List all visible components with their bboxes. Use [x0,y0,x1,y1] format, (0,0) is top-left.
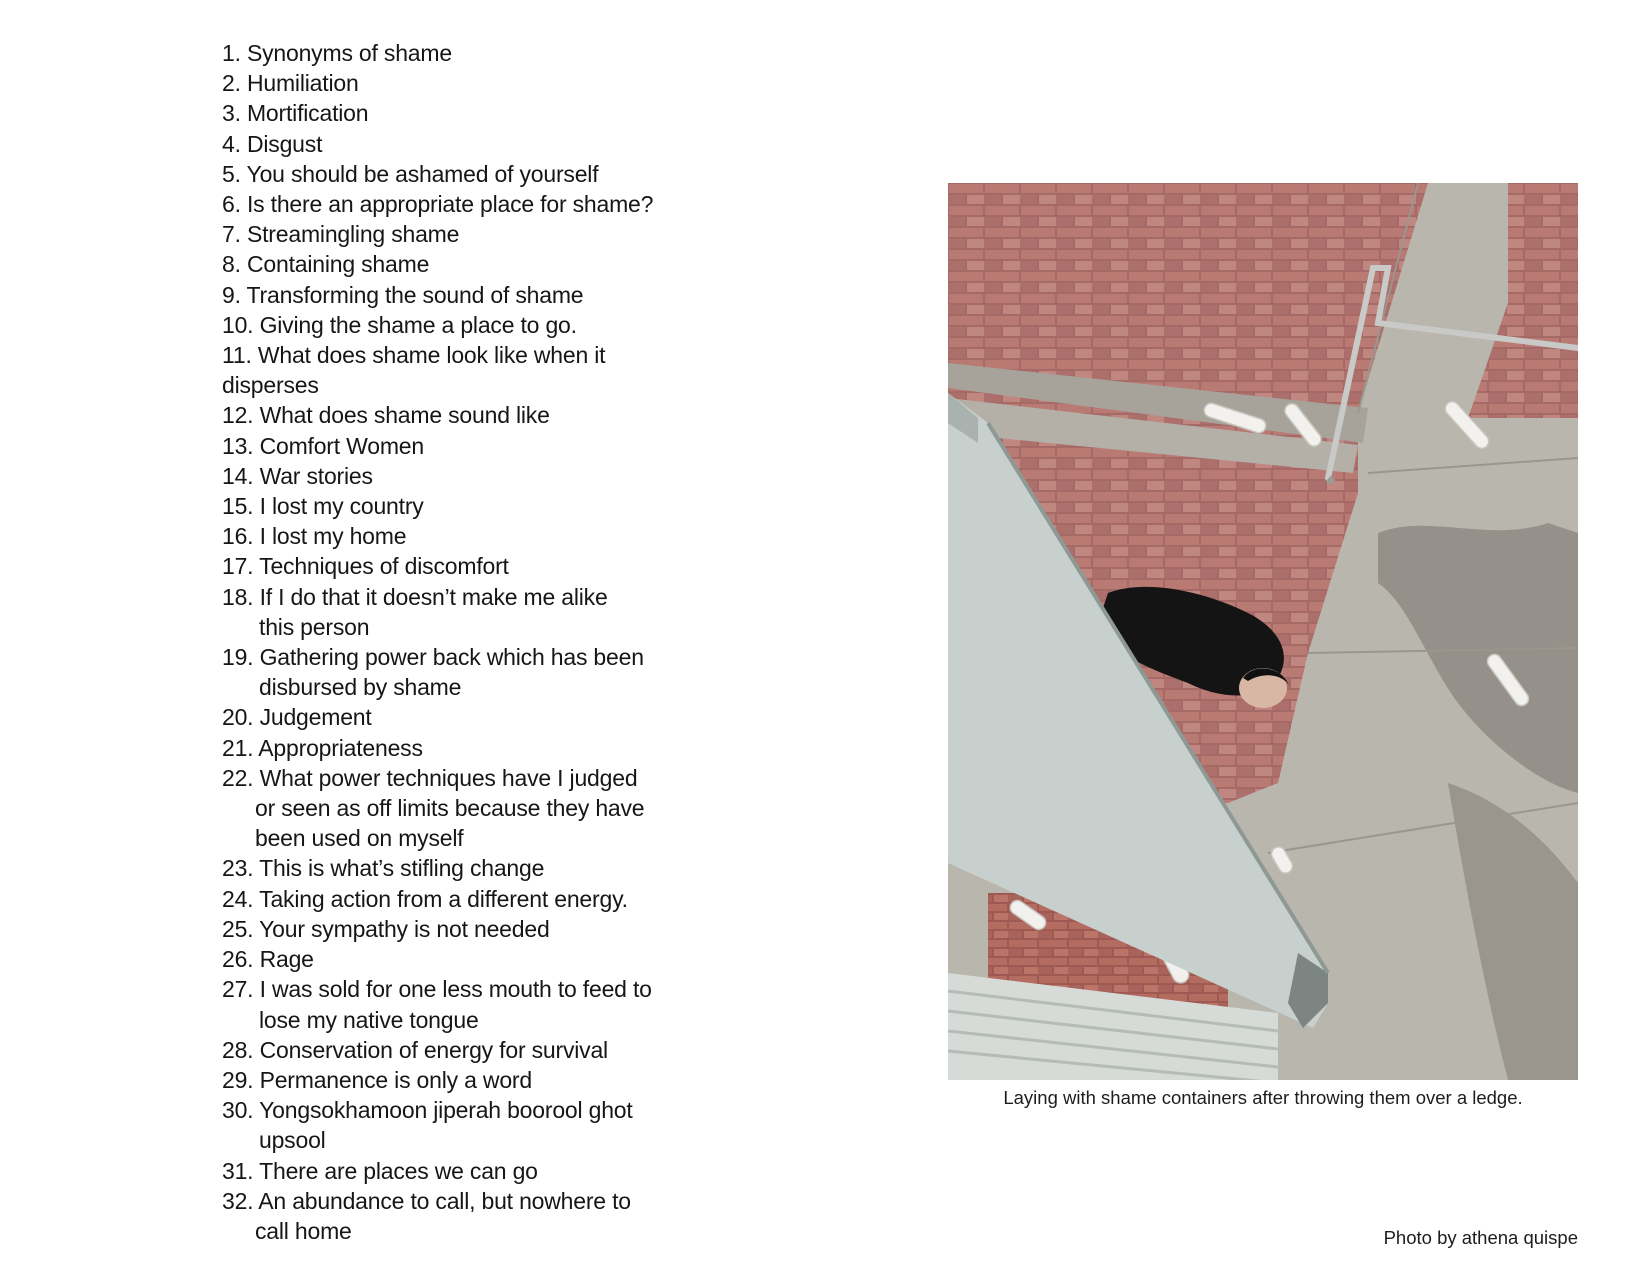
list-item-text: 7. Streamingling shame [222,221,460,248]
list-item-text: 27. I was sold for one less mouth to feed to [222,976,652,1003]
list-item [222,461,692,491]
list-item [222,582,692,642]
list-item-text: 13. Comfort Women [222,432,424,459]
list-item [222,914,692,944]
list-item-continuation: been used on myself [255,825,464,852]
list-item-text: 32. An abundance to call, but nowhere to [222,1187,631,1214]
list-item-text: 29. Permanence is only a word [222,1066,532,1093]
photograph [948,183,1578,1080]
list-item [222,944,692,974]
list-item [222,491,692,521]
list-item-continuation: this person [259,613,370,640]
list-item [222,189,692,219]
list-item-text: 18. If I do that it doesn’t make me alike [222,583,608,610]
list-item-continuation: lose my native tongue [259,1006,479,1033]
list-item [222,159,692,189]
list-item [222,551,692,581]
list-item-text: 23. This is what’s stifling change [222,855,545,882]
list-item [222,1186,692,1246]
list-item [222,974,692,1034]
numbered-list [222,38,692,1246]
list-item-text: 1. Synonyms of shame [222,40,452,66]
list-item-text: 28. Conservation of energy for survival [222,1036,608,1063]
list-item-text: 8. Containing shame [222,251,430,278]
list-item-text: 10. Giving the shame a place to go. [222,311,577,338]
list-item [222,763,692,854]
list-item-text: 30. Yongsokhamoon jiperah boorool ghot [222,1097,633,1124]
list-item-text: 25. Your sympathy is not needed [222,915,550,942]
list-item [222,68,692,98]
list-item-continuation: disbursed by shame [259,674,462,701]
photo-credit: Photo by athena quispe [1383,1227,1578,1248]
list-item [222,884,692,914]
list-item-text: 11. What does shame look like when it [222,342,606,369]
list-item [222,853,692,883]
photo-caption: Laying with shame containers after throwing them over a ledge. [1003,1087,1523,1108]
list-item [222,340,692,400]
list-item-text: 20. Judgement [222,704,372,731]
list-item-text: 4. Disgust [222,130,323,157]
list-item-text: 31. There are places we can go [222,1157,538,1184]
list-item-text: 16. I lost my home [222,523,407,550]
list-item [222,310,692,340]
list-item [222,642,692,702]
list-item [222,1156,692,1186]
list-item [222,400,692,430]
list-item-continuation: disperses [222,372,319,399]
list-item [222,98,692,128]
list-item [222,702,692,732]
list-item [222,1095,692,1155]
list-item-continuation: upsool [259,1127,326,1154]
list-item [222,1035,692,1065]
list-item-text: 3. Mortification [222,100,369,127]
list-item-continuation: call home [255,1217,352,1244]
list-item-text: 19. Gathering power back which has been [222,644,644,671]
list-item [222,733,692,763]
list-item [222,38,692,68]
list-item-text: 17. Techniques of discomfort [222,553,509,580]
list-item-text: 2. Humiliation [222,70,359,97]
list-item [222,219,692,249]
list-item-text: 22. What power techniques have I judged [222,764,638,791]
list-item [222,129,692,159]
list-item-text: 6. Is there an appropriate place for shame? [222,191,654,218]
list-item-text: 12. What does shame sound like [222,402,550,429]
list-item-continuation: or seen as off limits because they have [255,795,645,822]
list-item [222,249,692,279]
photograph-illustration [948,183,1578,1080]
list-item-text: 24. Taking action from a different energy. [222,885,628,912]
list-item-text: 26. Rage [222,946,314,973]
list-item [222,431,692,461]
list-item [222,280,692,310]
list-item [222,1065,692,1095]
list-item-text: 21. Appropriateness [222,734,423,761]
list-item [222,521,692,551]
list-item-text: 9. Transforming the sound of shame [222,281,584,308]
list-item-text: 5. You should be ashamed of yourself [222,160,599,187]
list-item-text: 14. War stories [222,462,373,489]
list-item-text: 15. I lost my country [222,493,424,520]
